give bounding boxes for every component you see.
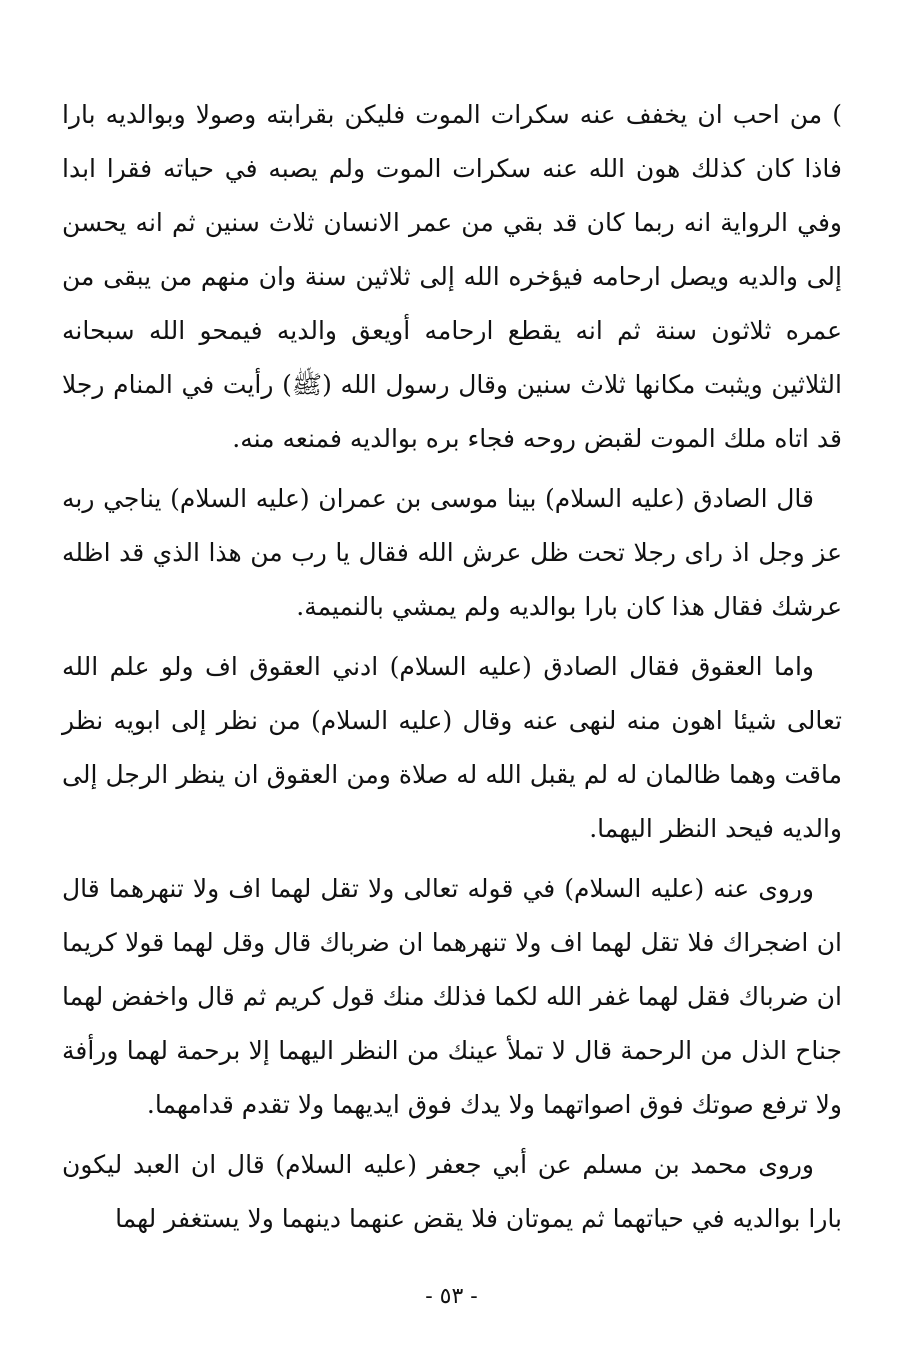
paragraph: واما العقوق فقال الصادق (عليه السلام) ادني العقوق اف ولو علم الله تعالى شيئا اهون منه لنهى عنه وقال (عليه السلام) من نظر إلى ابويه نظر ماقت وهما ظالمان له لم يقبل الله له صلاة ومن العقوق ان ينظر الرجل إلى والديه فيحد النظر اليهما. [62, 652, 842, 843]
page-number: - ٥٣ - [425, 1284, 478, 1309]
paragraph: وروى محمد بن مسلم عن أبي جعفر (عليه السلام) قال ان العبد ليكون بارا بوالديه في حياتهما ثم يموتان فلا يقض عنهما دينهما ولا يستغفر لهما [62, 1150, 842, 1233]
paragraph: وروى عنه (عليه السلام) في قوله تعالى ولا تقل لهما اف ولا تنهرهما قال ان اضجراك فلا تقل لهما اف ولا تنهرهما ان ضرباك قال وقل لهما قولا كريما ان ضرباك فقل لهما غفر الله لكما فذلك منك قول كريم ثم قال واخفض لهما جناح الذل من الرحمة قال لا تملأ عينك من النظر اليهما إلا برحمة لهما ورأفة ولا ترفع صوتك فوق اصواتهما ولا يدك فوق ايديهما ولا تقدم قدامهما. [62, 874, 842, 1119]
paragraph: قال الصادق (عليه السلام) بينا موسى بن عمران (عليه السلام) يناجي ربه عز وجل اذ راى رجلا تحت ظل عرش الله فقال يا رب من هذا الذي قد اظله عرشك فقال هذا كان بارا بوالديه ولم يمشي بالنميمة. [62, 484, 842, 621]
page-body [62, 88, 842, 1252]
paragraph: ) من احب ان يخفف عنه سكرات الموت فليكن بقرابته وصولا وبوالديه بارا فاذا كان كذلك هون الله عنه سكرات الموت ولم يصبه في حياته فقرا ابدا وفي الرواية انه ربما كان قد بقي من عمر الانسان ثلاث سنين ثم انه يحسن إلى والديه ويصل ارحامه فيؤخره الله إلى ثلاثين سنة وان منهم من يبقى من عمره ثلاثون سنة ثم انه يقطع ارحامه أويعق والديه فيمحو الله سبحانه الثلاثين ويثبت مكانها ثلاث سنين وقال رسول الله (ﷺ) رأيت في المنام رجلا قد اتاه ملك الموت لقبض روحه فجاء بره بوالديه فمنعه منه. [62, 100, 842, 453]
